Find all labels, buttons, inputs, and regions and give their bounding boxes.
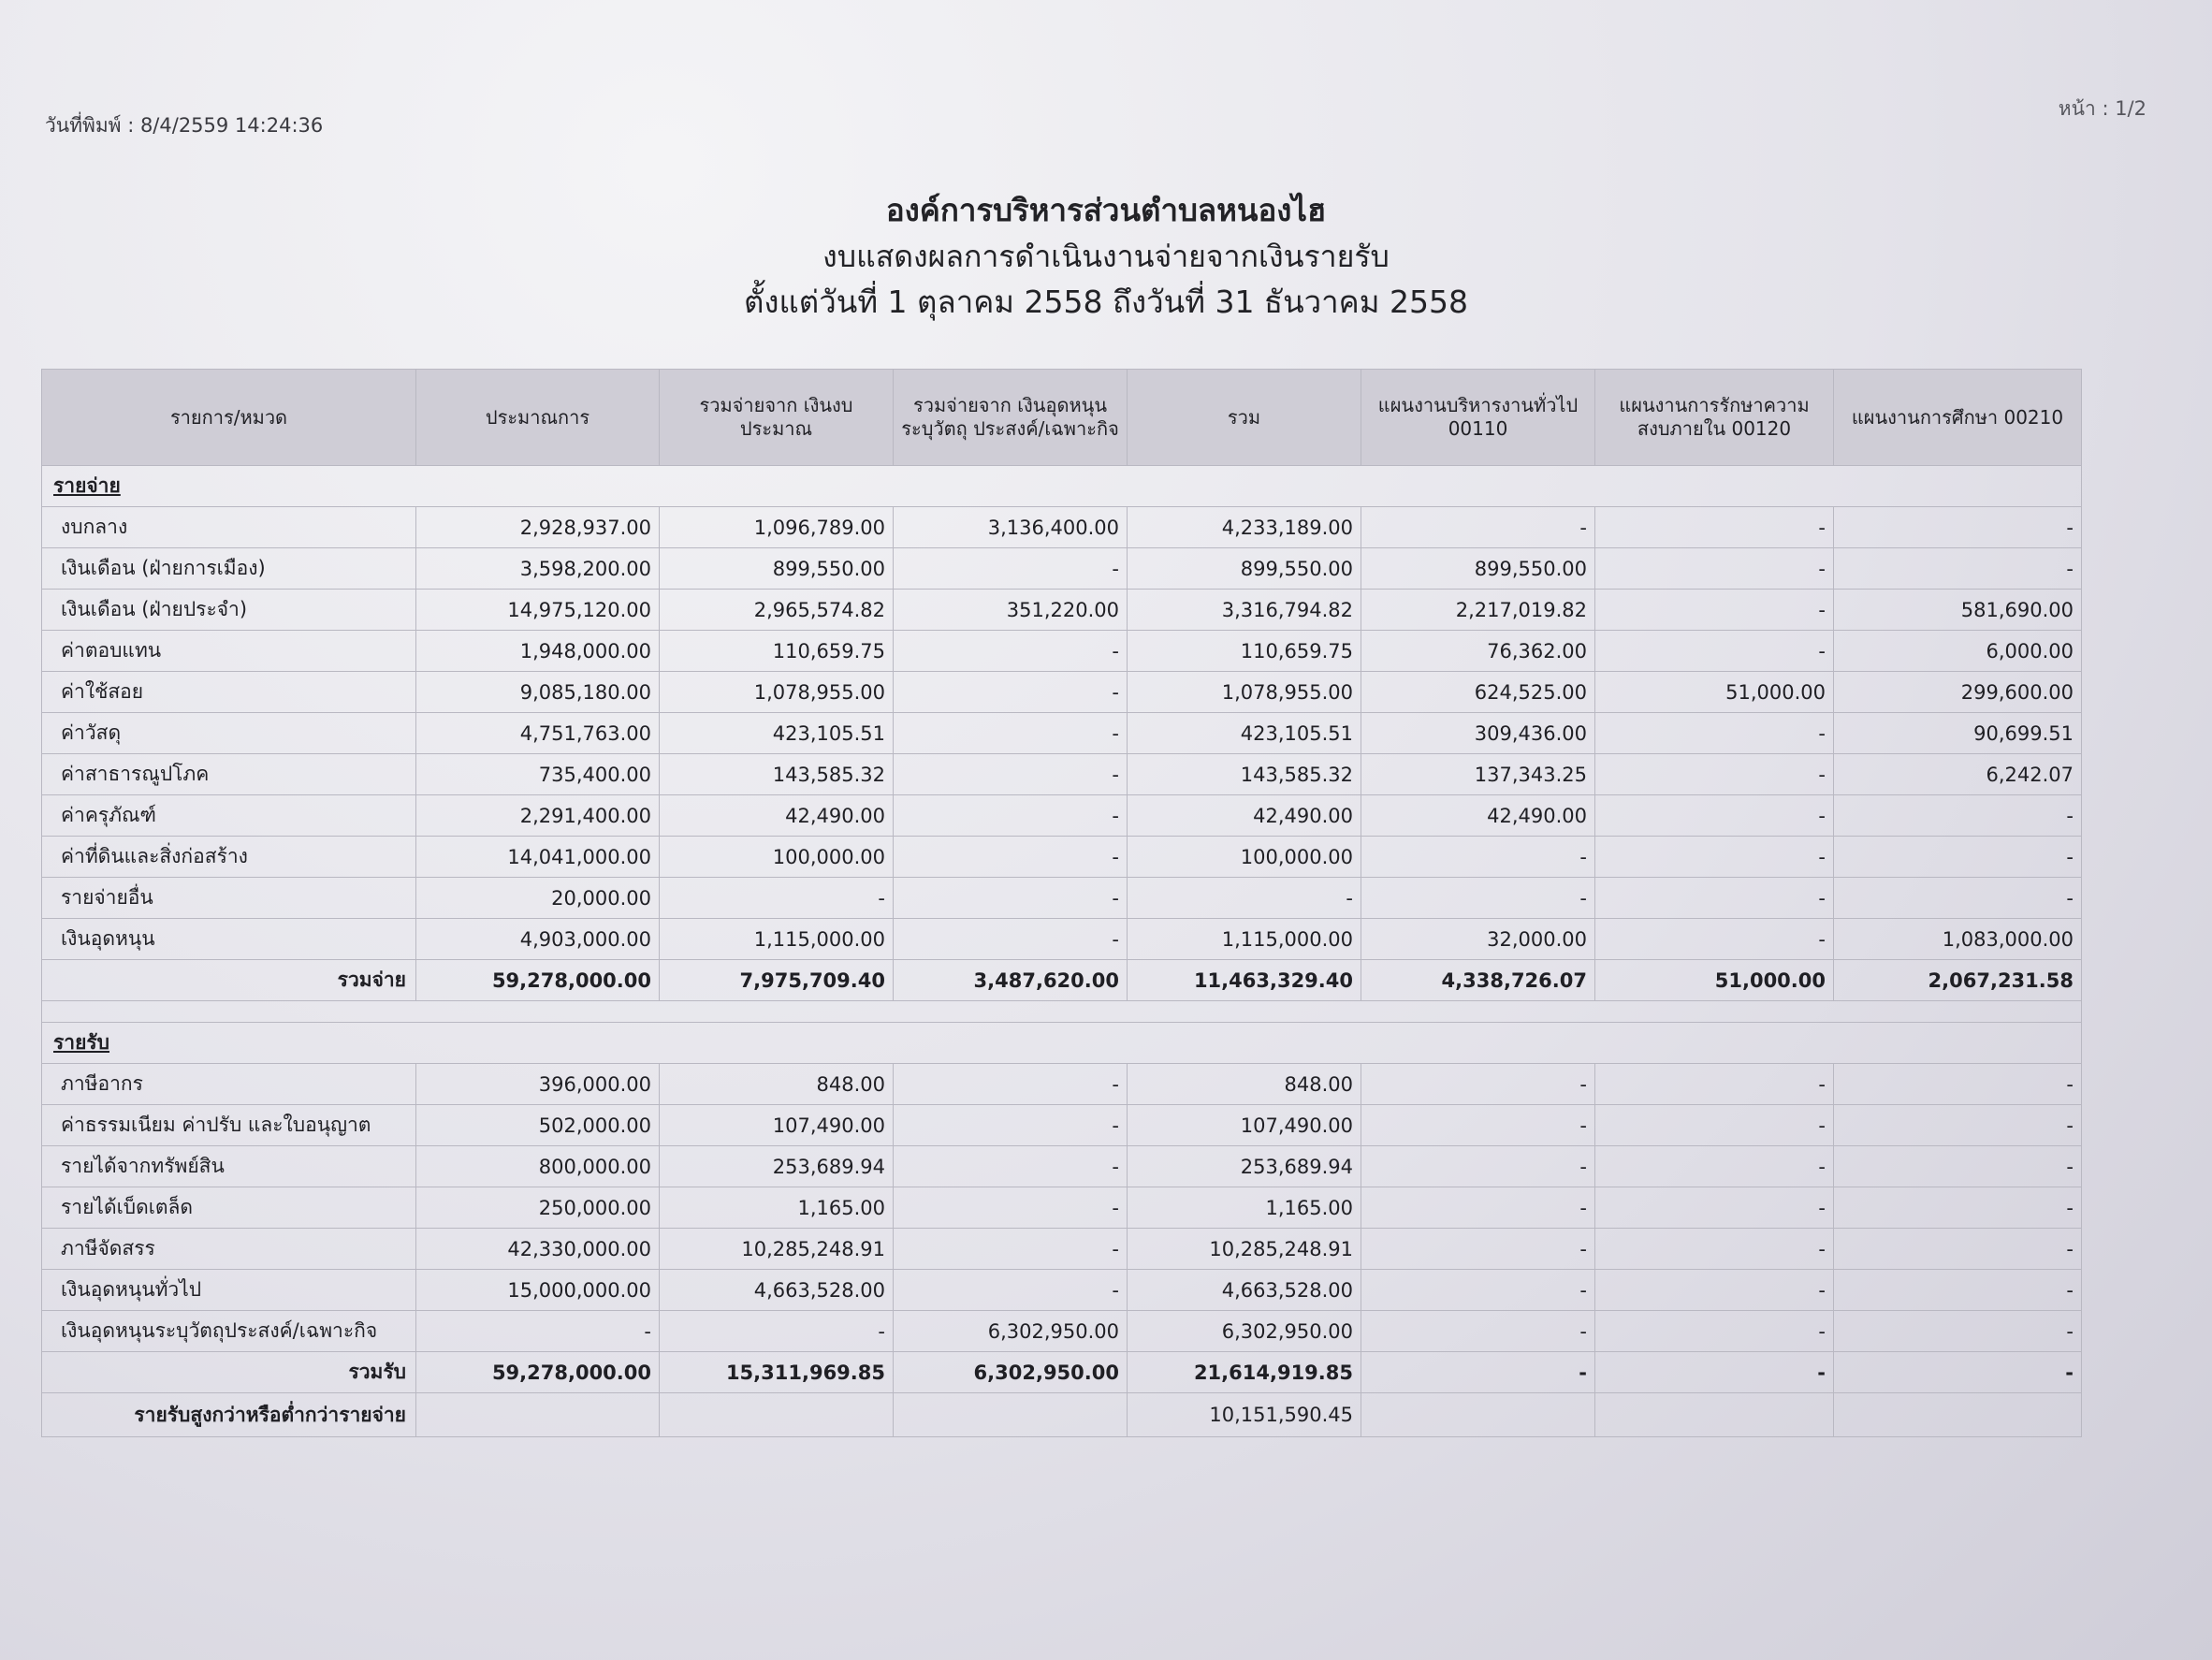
- table-row: [42, 795, 2082, 837]
- cell-budget-spend: 100,000.00: [660, 837, 894, 878]
- cell-grant-spend: -: [894, 795, 1128, 837]
- cell-general-admin: 2,217,019.82: [1361, 590, 1595, 631]
- cell-estimate: 1,948,000.00: [416, 631, 660, 672]
- spacer-row: [42, 1001, 2082, 1023]
- cell-education: -: [1834, 1229, 2082, 1270]
- cell-estimate: 14,041,000.00: [416, 837, 660, 878]
- expenses-total-row: [42, 960, 2082, 1001]
- cell-budget-spend: 110,659.75: [660, 631, 894, 672]
- table-row: [42, 1146, 2082, 1187]
- cell-budget-spend: 143,585.32: [660, 754, 894, 795]
- cell-general-admin: -: [1361, 1352, 1595, 1393]
- section-label: รายรับ: [42, 1023, 2082, 1064]
- cell-total: 21,614,919.85: [1128, 1352, 1361, 1393]
- cell-grant-spend: 351,220.00: [894, 590, 1128, 631]
- cell-grant-spend: -: [894, 713, 1128, 754]
- cell-budget-spend: 423,105.51: [660, 713, 894, 754]
- cell-education: -: [1834, 1146, 2082, 1187]
- cell-total: 1,078,955.00: [1128, 672, 1361, 713]
- section-revenues: [42, 1023, 2082, 1064]
- cell-total: 1,115,000.00: [1128, 919, 1361, 960]
- cell-budget-spend: 253,689.94: [660, 1146, 894, 1187]
- col-header-total: รวม: [1128, 370, 1361, 466]
- cell-total: 110,659.75: [1128, 631, 1361, 672]
- cell-item: รายได้จากทรัพย์สิน: [42, 1146, 416, 1187]
- cell-general-admin: -: [1361, 1105, 1595, 1146]
- cell-grant-spend: [894, 1393, 1128, 1437]
- cell-education: 1,083,000.00: [1834, 919, 2082, 960]
- cell-general-admin: -: [1361, 507, 1595, 548]
- cell-item: รวมรับ: [42, 1352, 416, 1393]
- cell-total: 10,285,248.91: [1128, 1229, 1361, 1270]
- cell-education: 2,067,231.58: [1834, 960, 2082, 1001]
- cell-total: 4,233,189.00: [1128, 507, 1361, 548]
- cell-internal-security: -: [1595, 713, 1834, 754]
- cell-internal-security: -: [1595, 507, 1834, 548]
- table-body: [42, 466, 2082, 1437]
- cell-grant-spend: -: [894, 1064, 1128, 1105]
- table-row: [42, 631, 2082, 672]
- cell-budget-spend: -: [660, 878, 894, 919]
- cell-item: ค่าใช้สอย: [42, 672, 416, 713]
- cell-item: รายจ่ายอื่น: [42, 878, 416, 919]
- cell-education: -: [1834, 878, 2082, 919]
- table-row: [42, 1229, 2082, 1270]
- report-title: งบแสดงผลการดำเนินงานจ่ายจากเงินรายรับ: [822, 239, 1390, 274]
- cell-item: ค่าที่ดินและสิ่งก่อสร้าง: [42, 837, 416, 878]
- cell-general-admin: -: [1361, 1311, 1595, 1352]
- cell-budget-spend: 10,285,248.91: [660, 1229, 894, 1270]
- cell-general-admin: 4,338,726.07: [1361, 960, 1595, 1001]
- cell-estimate: 4,751,763.00: [416, 713, 660, 754]
- cell-item: ภาษีจัดสรร: [42, 1229, 416, 1270]
- cell-total: 253,689.94: [1128, 1146, 1361, 1187]
- cell-grant-spend: -: [894, 878, 1128, 919]
- cell-estimate: 59,278,000.00: [416, 1352, 660, 1393]
- table-row: [42, 548, 2082, 590]
- cell-education: 6,000.00: [1834, 631, 2082, 672]
- cell-item: ค่าครุภัณฑ์: [42, 795, 416, 837]
- cell-education: -: [1834, 548, 2082, 590]
- cell-general-admin: 32,000.00: [1361, 919, 1595, 960]
- cell-estimate: 250,000.00: [416, 1187, 660, 1229]
- cell-internal-security: -: [1595, 754, 1834, 795]
- cell-budget-spend: 4,663,528.00: [660, 1270, 894, 1311]
- cell-grant-spend: -: [894, 919, 1128, 960]
- cell-estimate: 4,903,000.00: [416, 919, 660, 960]
- cell-total: 3,316,794.82: [1128, 590, 1361, 631]
- table-row: [42, 1187, 2082, 1229]
- cell-estimate: 15,000,000.00: [416, 1270, 660, 1311]
- cell-education: -: [1834, 795, 2082, 837]
- cell-education: 90,699.51: [1834, 713, 2082, 754]
- cell-grant-spend: -: [894, 754, 1128, 795]
- cell-grant-spend: 3,136,400.00: [894, 507, 1128, 548]
- cell-total: 11,463,329.40: [1128, 960, 1361, 1001]
- cell-internal-security: -: [1595, 837, 1834, 878]
- table-row: [42, 1064, 2082, 1105]
- table-row: [42, 1311, 2082, 1352]
- table-row: [42, 837, 2082, 878]
- cell-education: -: [1834, 507, 2082, 548]
- cell-education: 6,242.07: [1834, 754, 2082, 795]
- cell-item: เงินอุดหนุนระบุวัตถุประสงค์/เฉพาะกิจ: [42, 1311, 416, 1352]
- cell-total: 42,490.00: [1128, 795, 1361, 837]
- cell-estimate: 2,928,937.00: [416, 507, 660, 548]
- cell-estimate: -: [416, 1311, 660, 1352]
- cell-education: [1834, 1393, 2082, 1437]
- table-row: [42, 1105, 2082, 1146]
- cell-budget-spend: 1,096,789.00: [660, 507, 894, 548]
- cell-total: 848.00: [1128, 1064, 1361, 1105]
- cell-education: 299,600.00: [1834, 672, 2082, 713]
- cell-estimate: 59,278,000.00: [416, 960, 660, 1001]
- cell-budget-spend: 15,311,969.85: [660, 1352, 894, 1393]
- title-block: [0, 187, 2212, 326]
- cell-general-admin: 624,525.00: [1361, 672, 1595, 713]
- cell-internal-security: -: [1595, 548, 1834, 590]
- cell-grant-spend: -: [894, 837, 1128, 878]
- col-header-budget-spend: รวมจ่ายจาก เงินงบประมาณ: [660, 370, 894, 466]
- cell-estimate: 20,000.00: [416, 878, 660, 919]
- cell-internal-security: [1595, 1393, 1834, 1437]
- cell-estimate: 396,000.00: [416, 1064, 660, 1105]
- cell-general-admin: -: [1361, 1064, 1595, 1105]
- cell-total: -: [1128, 878, 1361, 919]
- cell-item: งบกลาง: [42, 507, 416, 548]
- cell-internal-security: -: [1595, 1311, 1834, 1352]
- cell-internal-security: -: [1595, 1105, 1834, 1146]
- page-number: หน้า : 1/2: [2058, 97, 2147, 120]
- col-header-internal-security: แผนงานการรักษาความ สงบภายใน 00120: [1595, 370, 1834, 466]
- cell-general-admin: 76,362.00: [1361, 631, 1595, 672]
- col-header-estimate: ประมาณการ: [416, 370, 660, 466]
- cell-education: -: [1834, 1064, 2082, 1105]
- cell-grant-spend: 3,487,620.00: [894, 960, 1128, 1001]
- cell-item: ค่าตอบแทน: [42, 631, 416, 672]
- cell-grant-spend: -: [894, 672, 1128, 713]
- cell-total: 423,105.51: [1128, 713, 1361, 754]
- col-header-item: รายการ/หมวด: [42, 370, 416, 466]
- cell-education: -: [1834, 1270, 2082, 1311]
- cell-internal-security: -: [1595, 795, 1834, 837]
- cell-budget-spend: -: [660, 1311, 894, 1352]
- cell-internal-security: -: [1595, 1146, 1834, 1187]
- cell-item: เงินเดือน (ฝ่ายการเมือง): [42, 548, 416, 590]
- cell-total: 899,550.00: [1128, 548, 1361, 590]
- cell-estimate: 3,598,200.00: [416, 548, 660, 590]
- cell-item: ภาษีอากร: [42, 1064, 416, 1105]
- cell-budget-spend: 899,550.00: [660, 548, 894, 590]
- cell-item: ค่าวัสดุ: [42, 713, 416, 754]
- cell-grant-spend: -: [894, 1187, 1128, 1229]
- cell-grant-spend: 6,302,950.00: [894, 1352, 1128, 1393]
- cell-internal-security: 51,000.00: [1595, 960, 1834, 1001]
- cell-internal-security: -: [1595, 1352, 1834, 1393]
- cell-item: เงินเดือน (ฝ่ายประจำ): [42, 590, 416, 631]
- col-header-grant-spend: รวมจ่ายจาก เงินอุดหนุนระบุวัตถุ ประสงค์/เฉพาะกิจ: [894, 370, 1128, 466]
- cell-general-admin: [1361, 1393, 1595, 1437]
- table-row: [42, 878, 2082, 919]
- table-row: [42, 754, 2082, 795]
- cell-grant-spend: -: [894, 1146, 1128, 1187]
- print-date: วันที่พิมพ์ : 8/4/2559 14:24:36: [45, 114, 324, 137]
- col-header-education: แผนงานการศึกษา 00210: [1834, 370, 2082, 466]
- col-header-general-admin: แผนงานบริหารงานทั่วไป 00110: [1361, 370, 1595, 466]
- cell-estimate: 42,330,000.00: [416, 1229, 660, 1270]
- cell-item: เงินอุดหนุน: [42, 919, 416, 960]
- cell-total: 4,663,528.00: [1128, 1270, 1361, 1311]
- table-row: [42, 672, 2082, 713]
- cell-grant-spend: -: [894, 1229, 1128, 1270]
- cell-item: ค่าธรรมเนียม ค่าปรับ และใบอนุญาต: [42, 1105, 416, 1146]
- cell-total: 100,000.00: [1128, 837, 1361, 878]
- cell-budget-spend: [660, 1393, 894, 1437]
- cell-budget-spend: 107,490.00: [660, 1105, 894, 1146]
- report-table: [41, 369, 2082, 1437]
- table-row: [42, 507, 2082, 548]
- cell-internal-security: -: [1595, 1064, 1834, 1105]
- cell-education: 581,690.00: [1834, 590, 2082, 631]
- cell-estimate: [416, 1393, 660, 1437]
- cell-general-admin: -: [1361, 1229, 1595, 1270]
- cell-item: รวมจ่าย: [42, 960, 416, 1001]
- cell-budget-spend: 7,975,709.40: [660, 960, 894, 1001]
- net-value: 10,151,590.45: [1128, 1393, 1361, 1437]
- cell-estimate: 2,291,400.00: [416, 795, 660, 837]
- cell-internal-security: -: [1595, 631, 1834, 672]
- cell-internal-security: -: [1595, 1229, 1834, 1270]
- cell-estimate: 14,975,120.00: [416, 590, 660, 631]
- revenues-total-row: [42, 1352, 2082, 1393]
- net-row: [42, 1393, 2082, 1437]
- section-expenses: [42, 466, 2082, 507]
- cell-education: -: [1834, 837, 2082, 878]
- cell-internal-security: -: [1595, 1187, 1834, 1229]
- cell-general-admin: -: [1361, 878, 1595, 919]
- cell-grant-spend: -: [894, 1270, 1128, 1311]
- cell-education: -: [1834, 1187, 2082, 1229]
- cell-education: -: [1834, 1311, 2082, 1352]
- cell-estimate: 800,000.00: [416, 1146, 660, 1187]
- cell-grant-spend: -: [894, 1105, 1128, 1146]
- net-label: รายรับสูงกว่าหรือต่ำกว่ารายจ่าย: [42, 1393, 416, 1437]
- cell-budget-spend: 1,078,955.00: [660, 672, 894, 713]
- cell-education: -: [1834, 1352, 2082, 1393]
- cell-general-admin: 42,490.00: [1361, 795, 1595, 837]
- cell-general-admin: -: [1361, 837, 1595, 878]
- cell-item: เงินอุดหนุนทั่วไป: [42, 1270, 416, 1311]
- cell-internal-security: 51,000.00: [1595, 672, 1834, 713]
- cell-estimate: 502,000.00: [416, 1105, 660, 1146]
- cell-budget-spend: 1,115,000.00: [660, 919, 894, 960]
- cell-total: 143,585.32: [1128, 754, 1361, 795]
- table-header-row: [42, 370, 2082, 466]
- cell-estimate: 735,400.00: [416, 754, 660, 795]
- cell-general-admin: 899,550.00: [1361, 548, 1595, 590]
- org-name: องค์การบริหารส่วนตำบลหนองไฮ: [885, 192, 1327, 228]
- cell-internal-security: -: [1595, 590, 1834, 631]
- cell-general-admin: -: [1361, 1187, 1595, 1229]
- cell-total: 1,165.00: [1128, 1187, 1361, 1229]
- cell-budget-spend: 2,965,574.82: [660, 590, 894, 631]
- cell-internal-security: -: [1595, 878, 1834, 919]
- table-row: [42, 1270, 2082, 1311]
- section-label: รายจ่าย: [42, 466, 2082, 507]
- cell-budget-spend: 1,165.00: [660, 1187, 894, 1229]
- table-row: [42, 590, 2082, 631]
- cell-estimate: 9,085,180.00: [416, 672, 660, 713]
- table-row: [42, 919, 2082, 960]
- cell-budget-spend: 42,490.00: [660, 795, 894, 837]
- cell-grant-spend: 6,302,950.00: [894, 1311, 1128, 1352]
- cell-internal-security: -: [1595, 1270, 1834, 1311]
- cell-budget-spend: 848.00: [660, 1064, 894, 1105]
- spacer-cell: [42, 1001, 2082, 1023]
- cell-general-admin: -: [1361, 1146, 1595, 1187]
- cell-total: 107,490.00: [1128, 1105, 1361, 1146]
- cell-general-admin: 309,436.00: [1361, 713, 1595, 754]
- cell-education: -: [1834, 1105, 2082, 1146]
- cell-grant-spend: -: [894, 631, 1128, 672]
- cell-internal-security: -: [1595, 919, 1834, 960]
- cell-general-admin: 137,343.25: [1361, 754, 1595, 795]
- cell-grant-spend: -: [894, 548, 1128, 590]
- cell-total: 6,302,950.00: [1128, 1311, 1361, 1352]
- table-row: [42, 713, 2082, 754]
- cell-item: ค่าสาธารณูปโภค: [42, 754, 416, 795]
- report-period: ตั้งแต่วันที่ 1 ตุลาคม 2558 ถึงวันที่ 31 ธันวาคม 2558: [743, 284, 1468, 320]
- cell-general-admin: -: [1361, 1270, 1595, 1311]
- cell-item: รายได้เบ็ดเตล็ด: [42, 1187, 416, 1229]
